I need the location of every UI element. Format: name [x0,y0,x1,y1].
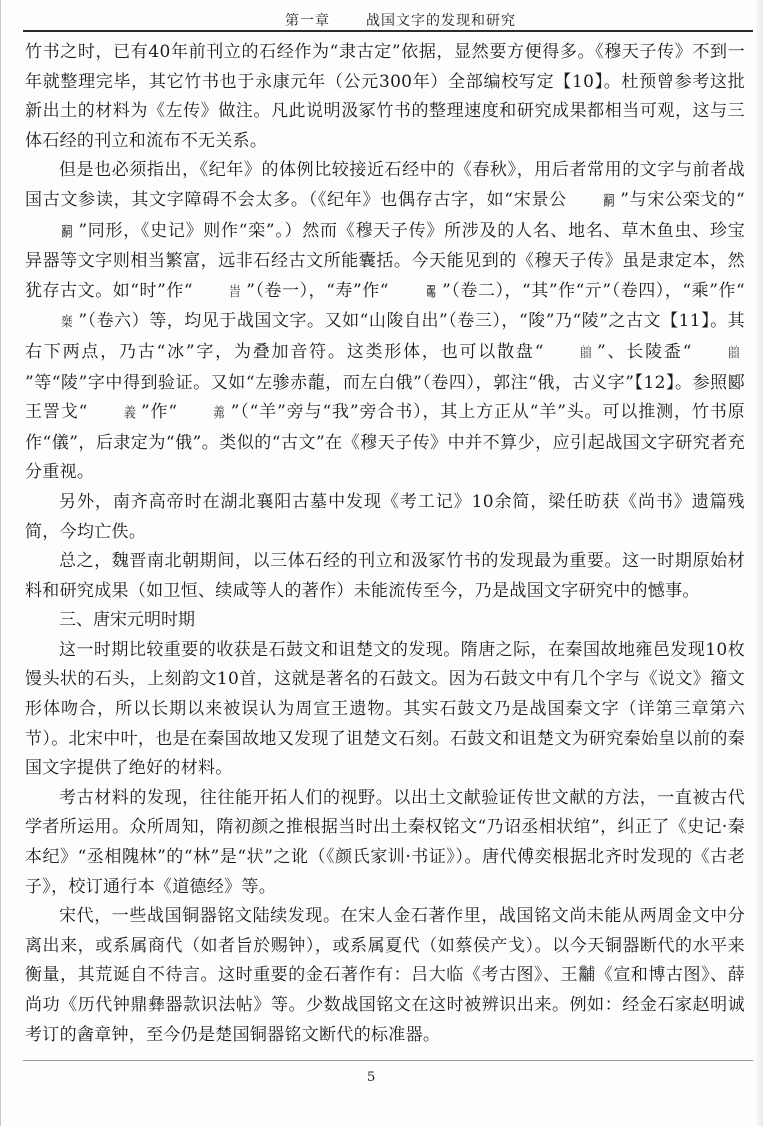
ancient-glyph: 陖 [386,311,404,332]
ancient-glyph: 陖 [527,311,546,332]
ancient-glyph: 羛 [213,405,226,422]
paragraph-2-text-e: ”（卷二），“其”作“亓”（卷四），“乘”作“ [442,280,745,301]
ancient-glyph: 𤔲 [602,193,615,210]
scan-edge-shadow [755,0,763,1126]
ancient-glyph: 椉 [60,314,73,332]
ancient-glyph: 𨺅 [579,345,592,362]
ancient-glyph: 旹 [228,283,241,301]
ancient-glyph: 𨺅 [727,345,740,362]
paragraph-2-text-d: ”（卷一），“寿”作“ [246,280,389,301]
ancient-glyph: 𤔲 [60,223,73,241]
paragraph-3: 另外，南齐高帝时在湖北襄阳古墓中发现《考工记》10余简，梁任昉获《尚书》遗篇残简，今均亡佚。 [25,491,745,542]
ancient-glyph: 義 [123,405,136,422]
header-title: 战国文字的发现和研究 [366,13,516,29]
paragraph-4: 总之，魏晋南北朝期间，以三体石经的刊立和汲冢竹书的发现最为重要。这一时期原始材料和研究成果（如卫恒、续咸等人的著作）未能流传至今，乃是战国文字研究中的憾事。 [25,551,745,601]
paragraph-2-text-j: ”等“陵”字中得到验证。又如“左骖赤 [25,372,308,393]
paragraph-5: 这一时期比较重要的收获是石鼓文和诅楚文的发现。隋唐之际，在秦国故地雍邑发现10枚馒头状的石头，上刻韵文10首，这就是著名的石鼓文。因为石鼓文中有几个字与《说文》籀文形体吻合，所以长期以来被误认为周宣王遗物。其实石鼓文乃是战国秦文字（详第三章第六节）。北宋中叶，也是在秦国故地又发现了诅楚文石刻。石鼓文和诅楚文为研究秦始皇以前的秦国文字提供了绝好的材料。 [25,639,745,779]
running-header [23,6,753,32]
header-text [285,10,516,30]
paragraph-6: 考古材料的发现，往往能开拓人们的视野。以出土文献验证传世文献的方法，一直被古代学者所运用。众所周知，隋初颜之推根据当时出土秦权铭文“乃诏丞相状绾”，纠正了《史记·秦本纪》“丞相隗林”的“林”是“状”之讹（《颜氏家训·书证》）。唐代傅奕根据北齐时发现的《古老子》，校订通行本《道德经》等。 [25,787,745,897]
ancient-glyph: 𠷎 [424,283,437,301]
header-chapter: 第一章 [285,13,330,29]
paragraph-2-text-m: ”（“羊”旁与“我”旁合书），其上方正从“羊”头。可以推测，竹书原作“儀”，后隶定为“俄”。类似的“古文”在《穆天子传》中并不算少，应引起战国文字研究者充分重视。 [25,402,745,483]
paragraph-2-text-f: ”（卷六）等，均见于战国文字。又如“山 [78,311,387,332]
paragraph-2-text-k: ，而左白俄”（卷四），郭注“俄，古义字”【12】。参照郾王詈戈“ [25,372,745,423]
page-number: 5 [367,1070,376,1085]
paragraph-1: 竹书之时，已有40年前刊立的石经作为“隶古定”依据，显然要方便得多。《穆天子传》不到一年就整理完毕，其它竹书也于永康元年（公元300年）全部编校写定【10】。杜预曾参考这批新出土的材料为《左传》做注。凡此说明汲冢竹书的整理速度和研究成果都相当可观，这与三体石经的刊立和流布不无关系。 [25,42,745,151]
paragraph-2-text-b: ”与宋公栾戈的“ [620,189,745,210]
paragraph-2-text-i: ”、长陵盉“ [597,341,692,362]
paragraph-2-text-l: ”作“ [140,402,178,423]
body-text [25,38,745,1050]
paragraph-2 [25,156,745,488]
paragraph-2-text-a: 但是也必须指出，《纪年》的体例比较接近石经中的《春秋》，用后者常用的文字与前者战国古文参读，其文字障碍不会太多。（《纪年》也偶存古字，如“宋景公 [25,160,745,210]
section-heading: 三、唐宋元明时期 [59,610,195,631]
paragraph-2-text-h: ”乃“陵”之古文【11】。其右下两点，乃古“冰”字，为叠加音符。这类形体，也可以散盘“ [25,311,745,362]
paragraph-2-text-g: 自出”（卷三），“ [403,311,528,332]
paragraph-2-text-c: ”同形，《史记》则作“栾”。）然而《穆天子传》所涉及的人名、地名、草木鱼虫、珍宝异器等文字则相当繁富，远非石经古文所能囊括。今天能见到的《穆天子传》虽是隶定本，然犹存古文。如“时”作“ [25,220,745,301]
footer-divider [23,1060,753,1061]
ancient-glyph: 蘢 [307,372,326,393]
paragraph-7: 宋代，一些战国铜器铭文陆续发现。在宋人金石著作里，战国铭文尚未能从两周金文中分离出来，或系属商代（如者旨於赐钟），或系属夏代（如蔡侯产戈）。以今天铜器断代的水平来衡量，其荒诞自不待言。这时重要的金石著作有：吕大临《考古图》、王黼《宣和博古图》、薛尚功《历代钟鼎彝器款识法帖》等。少数战国铭文在这时被辨识出来。例如：经金石家赵明诚考订的酓章钟，至今仍是楚国铜器铭文断代的标准器。 [25,906,745,1045]
